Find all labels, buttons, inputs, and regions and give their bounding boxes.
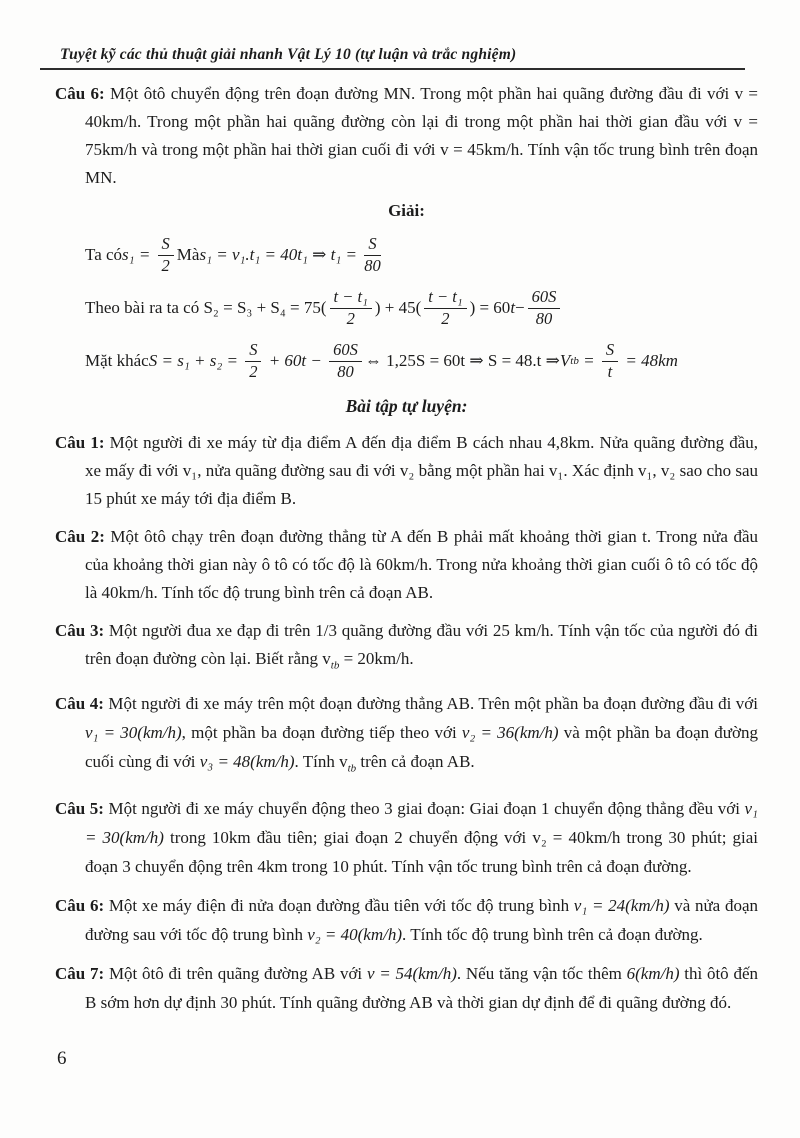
header-rule: [40, 68, 745, 70]
question-text: Một ôtô chạy trên đoạn đường thẳng từ A đến B phải mất khoảng thời gian t. Trong nửa đầu của khoảng thời gian này ô tô có tốc độ là 60km/h. Trong nửa khoảng thời gian cuối ô tô có tốc độ là 40km/h. Tính tốc độ trung bình trên cả đoạn AB.: [85, 527, 758, 602]
page-number: 6: [57, 1048, 67, 1069]
question-text: Một xe máy điện đi nửa đoạn đường đầu tiên với tốc độ trung bình v₁ = 24(km/h) và nửa đoạn đường sau với tốc độ trung bình v₂ = 40(km/h). Tính tốc độ trung bình trên cả đoạn đường.: [85, 895, 758, 944]
question-label: Câu 6:: [55, 84, 105, 103]
practice-heading: Bài tập tự luyện:: [345, 396, 468, 416]
question-label: Câu 2:: [55, 527, 105, 546]
question-text: Một ôtô đi trên quãng đường AB với v = 54(km/h). Nếu tăng vận tốc thêm 6(km/h) thì ôtô đến B sớm hơn dự định 30 phút. Tính quãng đường AB và thời gian dự định để đi quãng đường đó.: [85, 963, 758, 1012]
exercise-cau-5: [55, 794, 758, 881]
exercise-cau-1: [55, 429, 758, 513]
question-label: Câu 3:: [55, 621, 105, 640]
solution-line-2: Theo bài ra ta có S₂ = S₃ + S₄ = 75( $\frac{\text{t − t₁}}{2}$ ) + 45( $\frac{\text{t − t₁}}{2}$ ) = 60 t − $\frac{60S}{80}$: [55, 286, 758, 330]
question-text: Một người đua xe đạp đi trên 1/3 quãng đường đầu với 25 km/h. Tính vận tốc của người đó đi trên đoạn đường còn lại. Biết rằng $v_{tb} = 20km/h$.: [85, 621, 758, 672]
question-label: Câu 5:: [55, 798, 104, 818]
solution-line-1: Ta có s₁ = $\frac{S}{2}$ Mà s₁ = v₁.t₁ = 40t₁ ⇒ t₁ = $\frac{S}{80}$: [85, 234, 381, 275]
question-label: Câu 6:: [55, 895, 105, 915]
question-text: Một ôtô chuyển động trên đoạn đường MN. Trong một phần hai quãng đường đầu đi với v = 40km/h. Trong một phần hai quãng đường còn lại đi trong một phần hai thời gian đầu với v = 75km/h và trong một phần hai thời gian cuối đi với v = 45km/h. Tính vận tốc trung bình trên đoạn MN.: [85, 84, 758, 187]
solution-heading: Giải:: [388, 201, 425, 220]
solution-line-3: Mặt khác S = s₁ + s₂ = $\frac{S}{2}$ + 60t − $\frac{60S}{80}$ ⇔ 1,25S = 60t ⇒ S = 48.t ⇒ V tb = $\frac{S}{t}$ = 48km: [85, 340, 678, 381]
question-text: Một người đi xe máy từ địa điểm A đến địa điểm B cách nhau 4,8km. Nửa quãng đường đầu, xe mấy đi với v₁, nửa quãng đường sau đi với v₂ bằng một phần hai v₁. Xác định v₁, v₂ sao cho sau 15 phút xe máy tới địa điểm B.: [85, 433, 758, 508]
question-text: Một người đi xe máy trên một đoạn đường thẳng AB. Trên một phần ba đoạn đường đầu đi với v₁ = 30(km/h), một phần ba đoạn đường tiếp theo với v₂ = 36(km/h) và một phần ba đoạn đường cuối cùng đi với v₃ = 48(km/h). Tính $v_{tb}$ trên cả đoạn AB.: [85, 694, 758, 775]
exercise-cau-7: [55, 959, 758, 1017]
question-text: Một người đi xe máy chuyển động theo 3 giai đoạn: Giai đoạn 1 chuyển động thẳng đều với v₁ = 30(km/h) trong 10km đầu tiên; giai đoạn 2 chuyển động với v₂ = 40km/h trong 30 phút; giai đoạn 3 chuyển động trên 4km trong 10 phút. Tính vận tốc trung bình trên cả đoạn đường.: [85, 798, 758, 876]
exercise-cau-3: [55, 617, 758, 679]
running-header: Tuyệt kỹ các thủ thuật giải nhanh Vật Lý 10 (tự luận và trắc nghiệm): [60, 46, 517, 63]
exercise-cau-2: [55, 523, 758, 607]
solved-problem-cau6: [55, 80, 758, 192]
question-label: Câu 4:: [55, 694, 104, 714]
exercise-cau-4: [55, 689, 758, 783]
exercise-cau-6: [55, 891, 758, 949]
question-label: Câu 1:: [55, 433, 105, 452]
question-label: Câu 7:: [55, 963, 105, 983]
